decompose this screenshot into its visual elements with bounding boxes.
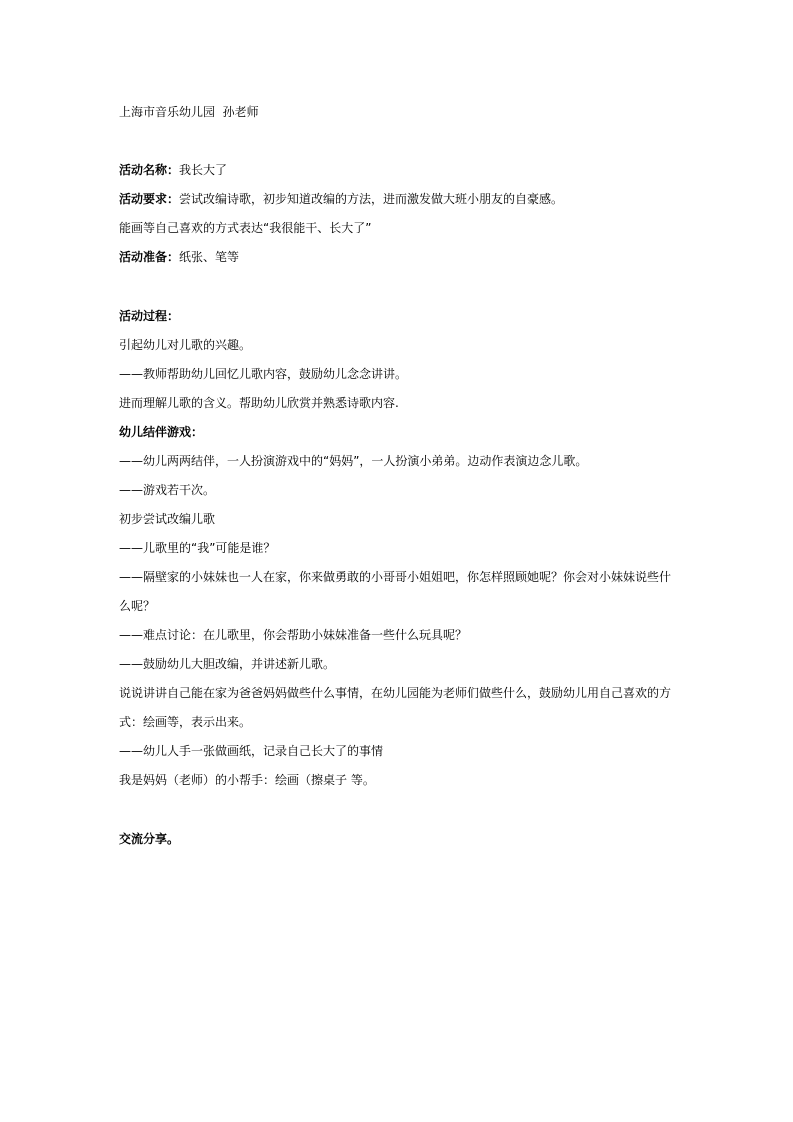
game-line: ——难点讨论：在儿歌里，你会帮助小妹妹准备一些什么玩具呢？ <box>119 628 468 642</box>
game-line: 说说讲讲自己能在家为爸爸妈妈做些什么事情，在幼儿园能为老师们做些什么，鼓励幼儿用自己喜欢的方 <box>119 686 672 700</box>
game-line: 么呢？ <box>119 599 156 613</box>
game-line: ——儿歌里的“我”可能是谁？ <box>119 541 276 555</box>
activity-preparation-line <box>119 249 679 265</box>
process-line: 引起幼儿对儿歌的兴趣。 <box>119 338 252 352</box>
activity-name-value: 我长大了 <box>179 163 228 177</box>
game-line: 初步尝试改编儿歌 <box>119 512 216 526</box>
activity-requirements-label: 活动要求： <box>119 192 180 206</box>
game-line: ——幼儿人手一张做画纸，记录自己长大了的事情 <box>119 744 384 758</box>
game-line: 我是妈妈（老师）的小帮手：绘画（擦桌子 等。 <box>119 773 375 787</box>
process-heading: 活动过程： <box>119 309 180 323</box>
activity-name-line <box>119 162 679 178</box>
header-line <box>119 104 679 120</box>
game-line: ——游戏若干次。 <box>119 483 216 497</box>
process-line: 进而理解儿歌的含义。帮助幼儿欣赏并熟悉诗歌内容. <box>119 396 399 410</box>
activity-requirements-line <box>119 191 679 207</box>
game-line: ——幼儿两两结伴，一人扮演游戏中的“妈妈”，一人扮演小弟弟。边动作表演边念儿歌。 <box>119 454 588 468</box>
game-line: ——隔壁家的小妹妹也一人在家，你来做勇敢的小哥哥小姐姐吧，你怎样照顾她呢？你会对小妹妹说些什 <box>119 570 672 584</box>
activity-requirements-continued: 能画等自己喜欢的方式表达“我很能干、长大了” <box>119 221 372 235</box>
activity-name-label: 活动名称： <box>119 163 180 177</box>
activity-preparation-label: 活动准备： <box>119 250 180 264</box>
game-heading: 幼儿结伴游戏： <box>119 425 204 439</box>
sharing-heading: 交流分享。 <box>119 832 180 846</box>
game-line: ——鼓励幼儿大胆改编，并讲述新儿歌。 <box>119 657 336 671</box>
game-line: 式：绘画等，表示出来。 <box>119 715 252 729</box>
teacher-name: 孙老师 <box>222 105 259 119</box>
process-line: ——教师帮助幼儿回忆儿歌内容，鼓励幼儿念念讲讲。 <box>119 367 408 381</box>
activity-preparation-value: 纸张、笔等 <box>179 250 240 264</box>
activity-requirements-value: 尝试改编诗歌，初步知道改编的方法，进而激发做大班小朋友的自豪感。 <box>179 192 564 206</box>
school-name: 上海市音乐幼儿园 <box>119 105 216 119</box>
